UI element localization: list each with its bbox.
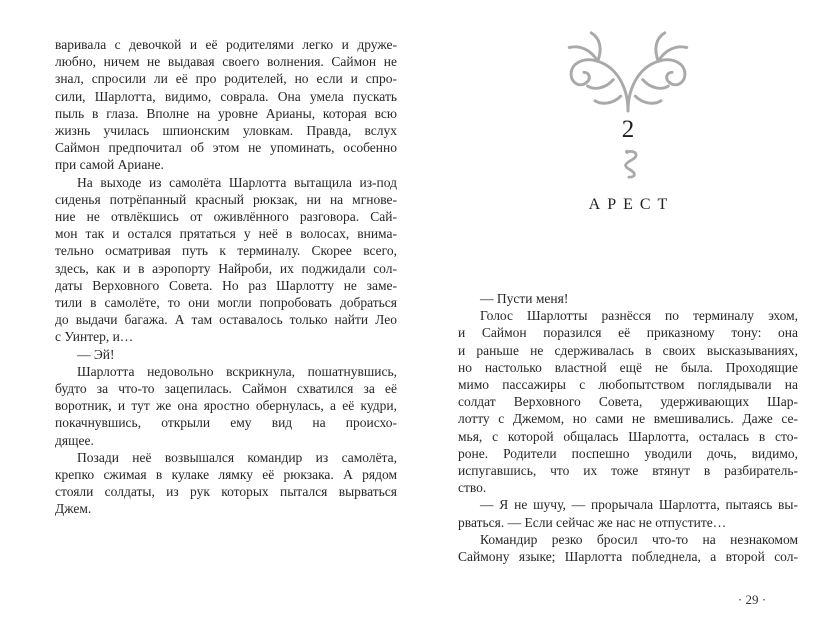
text-line: сиденья потрёпанный красный рюкзак, ни на мгнове-	[55, 191, 397, 207]
text-line: испугавшись, что их тоже втянут в разбиратель-	[458, 463, 798, 479]
text-line: тельно осматривая путь к терминалу. Скорее всего,	[55, 243, 397, 259]
text-line: мья, с которой общалась Шарлотта, осталась в сто-	[458, 428, 798, 444]
text-line: и Саймон поразился её приказному тону: она	[458, 325, 798, 341]
text-line: ство.	[458, 480, 487, 496]
text-line: знал, спросили ли её про родителей, но если и спро-	[55, 71, 397, 87]
text-line: — Эй!	[77, 346, 115, 362]
text-line: роне. Родители поспешно уводили дочь, видимо,	[458, 445, 798, 461]
text-line: любно, ничем не выдавая своего волнения. Саймон не	[55, 54, 397, 70]
text-line: Джем.	[55, 501, 92, 517]
paragraph	[458, 307, 798, 496]
text-line: ние не отвлёкшись от оживлённого разговора. Сай-	[55, 209, 397, 225]
paragraph	[458, 496, 798, 530]
text-line: Шарлотта недовольно вскрикнула, пошатнувшись,	[77, 363, 397, 379]
text-line: — Пусти меня!	[480, 291, 569, 306]
paragraph	[55, 449, 397, 518]
text-line: здесь, как и в аэропорту Найроби, их поджидали сол-	[55, 260, 397, 276]
text-line: — Я не шучу, — прорычала Шарлотта, пытаясь вы-	[480, 497, 798, 513]
chapter-number: 2	[621, 116, 635, 143]
paragraph	[55, 346, 397, 363]
text-line: мон так и остался прятаться у неё в волосах, внима-	[55, 226, 397, 242]
text-line: Командир резко бросил что-то на незнакомом	[480, 531, 798, 547]
snake-ornament-icon	[611, 148, 645, 180]
text-line: Голос Шарлотты разнёсся по терминалу эхом,	[480, 308, 798, 324]
text-line: варивала с девочкой и её родителями легко и друже-	[55, 37, 397, 52]
page-number: · 29 ·	[737, 592, 767, 607]
text-line: пыль в глаза. Вполне на уровне Арианы, которая всю	[55, 105, 397, 121]
paragraph	[458, 531, 798, 565]
text-line: при самой Ариане.	[55, 157, 164, 173]
text-line: и раньше не сдерживалась в своих высказываниях,	[458, 342, 798, 358]
paragraph	[55, 174, 397, 346]
text-line: покачнувшись, открыли ему вид на происхо-	[55, 415, 397, 431]
text-line: мимо пассажиры с любопытством поглядывали на	[458, 377, 798, 393]
right-page-text	[458, 290, 798, 565]
text-line: На выходе из самолёта Шарлотта вытащила из-под	[77, 174, 397, 190]
paragraph	[55, 36, 397, 174]
text-line: Саймону языке; Шарлотта побледнела, а второй сол-	[458, 549, 798, 565]
paragraph	[458, 290, 798, 307]
text-line: жизнь училась шпионским уловкам. Правда, вслух	[55, 123, 397, 139]
text-line: рваться. — Если сейчас же нас не отпустите…	[458, 514, 727, 530]
text-line: будто за что-то зацепилась. Саймон схватился за её	[55, 381, 397, 397]
text-line: с Уинтер, и…	[55, 329, 134, 345]
left-page-text	[55, 36, 397, 518]
text-line: лотту с Джемом, но сами не вмешивались. Даже се-	[458, 411, 798, 427]
text-line: но настолько властной ещё не была. Проходящие	[458, 359, 798, 375]
text-line: солдат Верховного Совета, удерживающих Шар-	[458, 394, 798, 410]
text-line: сили, Шарлотта, видимо, соврала. Она умела пускать	[55, 88, 397, 104]
text-line: до выдачи багажа. А там оставалось только найти Лео	[55, 312, 397, 328]
chapter-title: АРЕСТ	[588, 196, 675, 213]
text-line: стояли солдаты, из рук которых пытался вырваться	[55, 484, 397, 500]
text-line: даты Верховного Совета. Но раз Шарлотту не заме-	[55, 277, 397, 293]
paragraph	[55, 363, 397, 449]
text-line: тили в самолёте, то они могли попробовать добраться	[55, 295, 397, 311]
text-line: Позади неё возвышался командир из самолёта,	[77, 449, 397, 465]
text-line: воротник, и тут же она яростно обернулась, а её кудри,	[55, 398, 397, 414]
text-line: дящее.	[55, 432, 94, 448]
text-line: Саймон предпочитал об этом не упоминать, особенно	[55, 140, 397, 156]
chapter-header	[458, 26, 798, 214]
text-line: крепко сжимая в кулаке лямку её рюкзака. А рядом	[55, 467, 397, 483]
dragons-ornament-icon	[550, 26, 706, 114]
